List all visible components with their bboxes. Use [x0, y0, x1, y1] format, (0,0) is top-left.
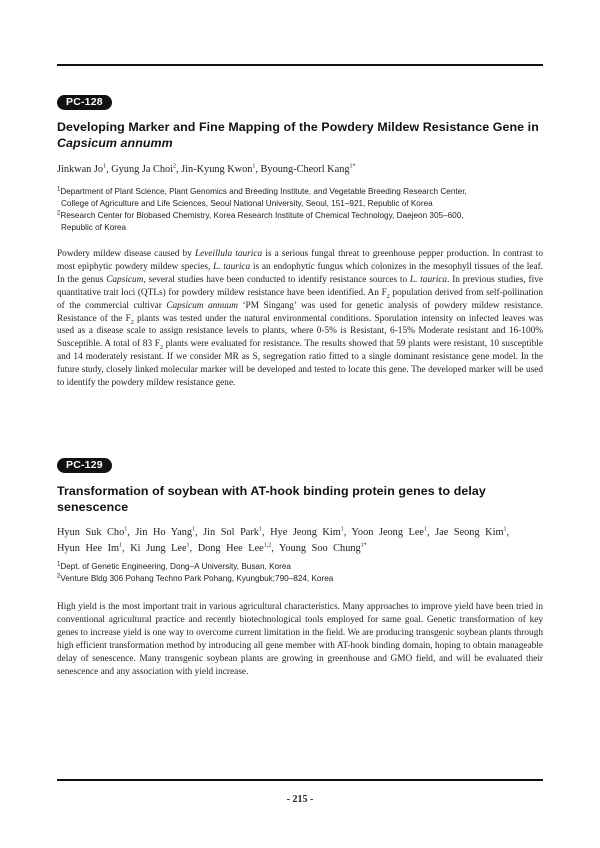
author-name: Hye Jeong Kim — [270, 527, 341, 538]
author-affiliation-mark: 1 — [423, 526, 427, 533]
author-name: Jin Ho Yang — [135, 527, 193, 538]
author-affiliation-mark: 1 — [103, 163, 107, 170]
author-affiliation-mark: 1* — [349, 163, 356, 170]
author-name: Young Soo Chung — [279, 543, 361, 554]
affiliation-line: Republic of Korea — [61, 223, 127, 232]
abstract-body: High yield is the most important trait in various agricultural characteristics. Many approaches to improve yield have been tried in conventional agricultural practice and recently biotechnological tools employed for same goal. Genetic transformation of key genes to increase yield is one way to overcome current limitation in the field. We are producing transgenic soybean plants through high efficient transformation method by introducing all gene member with AT-hook binding domain, hoping to obtain manageable delay of senescence. Many transgenic soybean plants are growing in greenhouse and GMO field, and will be evaluated their senescence and any association with yield increase. — [57, 602, 543, 677]
title-text: Transformation of soybean with AT-hook binding protein genes to delay — [57, 484, 486, 498]
author-affiliation-mark: 1 — [340, 526, 344, 533]
abstract-title — [57, 119, 543, 151]
author-name: Dong Hee Lee — [197, 543, 264, 554]
author-list: Jinkwan Jo$^1$, Gyung Ja Choi$^2$, Jin-Kyung Kwon$^1$, Byoung-Cheorl Kang$^{1*}$ — [57, 163, 356, 175]
affiliation-line: College of Agriculture and Life Sciences, Seoul National University, Seoul, 151–921, Republic of Korea — [61, 199, 433, 208]
author-name: Jin Sol Park — [203, 527, 259, 538]
affiliation-line: $^2$Research Center for Biobased Chemistry, Korea Research Institute of Chemical Technology, Daejeon 305–600, — [57, 210, 464, 220]
author-name: Yoon Jeong Lee — [351, 527, 424, 538]
title-italic-text: Capsicum annumm — [57, 136, 173, 150]
author-affiliation-mark: 1 — [192, 526, 196, 533]
author-affiliation-mark: 1* — [360, 542, 367, 549]
author-name: Jin-Kyung Kwon — [181, 164, 253, 175]
bottom-rule — [57, 779, 543, 781]
title-text: Developing Marker and Fine Mapping of the Powdery Mildew Resistance Gene in — [57, 120, 539, 134]
author-affiliation-mark: 1 — [258, 526, 262, 533]
author-affiliation-mark: 1 — [503, 526, 507, 533]
author-name: Jae Seong Kim — [435, 527, 504, 538]
author-affiliation-mark: 2 — [173, 163, 177, 170]
affiliation-line: $^2$Venture Bldg 306 Pohang Techno Park Pohang, Kyungbuk;790–824, Korea — [57, 573, 334, 583]
abstract-code-badge: PC-129 — [57, 458, 112, 473]
author-affiliation-mark: 1 — [252, 163, 256, 170]
author-name: Jinkwan Jo — [57, 164, 104, 175]
top-rule — [57, 64, 543, 66]
title-text: senescence — [57, 500, 129, 514]
affiliation-line: $^1$Dept. of Genetic Engineering, Dong–A University, Busan, Korea — [57, 561, 291, 571]
affiliation-list — [57, 561, 543, 585]
author-name: Byoung-Cheorl Kang — [260, 164, 350, 175]
author-name: Gyung Ja Choi — [111, 164, 174, 175]
author-affiliation-mark: 1 — [124, 526, 128, 533]
affiliation-list — [57, 186, 543, 234]
author-name: Hyun Hee Im — [57, 543, 120, 554]
author-list: Hyun Suk Cho$^1$, Jin Ho Yang$^1$, Jin Sol Park$^1$, Hye Jeong Kim$^1$, Yoon Jeong Lee$^1$, Jae Seong Kim$^1$, Hyun Hee Im$^1$, Ki Jung Lee$^1$, Dong Hee Lee$^{1,2}$, Young Soo Chung$^{1*}$ — [57, 526, 510, 554]
author-affiliation-mark: 1 — [119, 542, 123, 549]
affiliation-line: $^1$Department of Plant Science, Plant Genomics and Breeding Institute, and Vegetable Breeding Research Center, — [57, 186, 467, 196]
abstract-title — [57, 483, 543, 515]
author-affiliation-mark: 1 — [186, 542, 190, 549]
abstract-body: Powdery mildew disease caused by Leveillula taurica is a serious fungal threat to greenhouse pepper production. In contrast to most epiphytic powdery mildew species, L. taurica is an endophytic fungus which colonizes in the mesophyll tissues of the leaf. In the genus Capsicum, several studies have been conducted to identify resistance sources to L. taurica. In previous studies, five quantitative trait loci (QTLs) for powdery mildew resistance have been identified. An $F_2$ population derived from self-pollination of the commercial cultivar Capsicum annuum ‘PM Singang’ was used for genetic analysis of powdery mildew resistance. Resistance of the $F_2$ plants was tested under the natural environmental conditions. Sporulation intensity on infected leaves was used as a disease scale to assign resistance levels to plants, where 0-5% is Resistant, 6-15% Moderate resistant and 16-100% Susceptible. A total of 83 $F_2$ plants were evaluated for resistance. The results showed that 59 plants were resistant, 10 susceptible and 14 moderately resistant. If we consider MR as S, segregation ratio fitted to a single dominant resistance gene model. In the future study, closely linked molecular marker will be developed and tested to locate this gene. The developed marker will be used to identify the powdery mildew resistance gene. — [57, 249, 544, 389]
page-number: - 215 - — [286, 794, 314, 805]
abstract-code-badge: PC-128 — [57, 95, 112, 110]
author-name: Ki Jung Lee — [130, 543, 187, 554]
author-name: Hyun Suk Cho — [57, 527, 125, 538]
author-affiliation-mark: 1,2 — [263, 542, 272, 549]
